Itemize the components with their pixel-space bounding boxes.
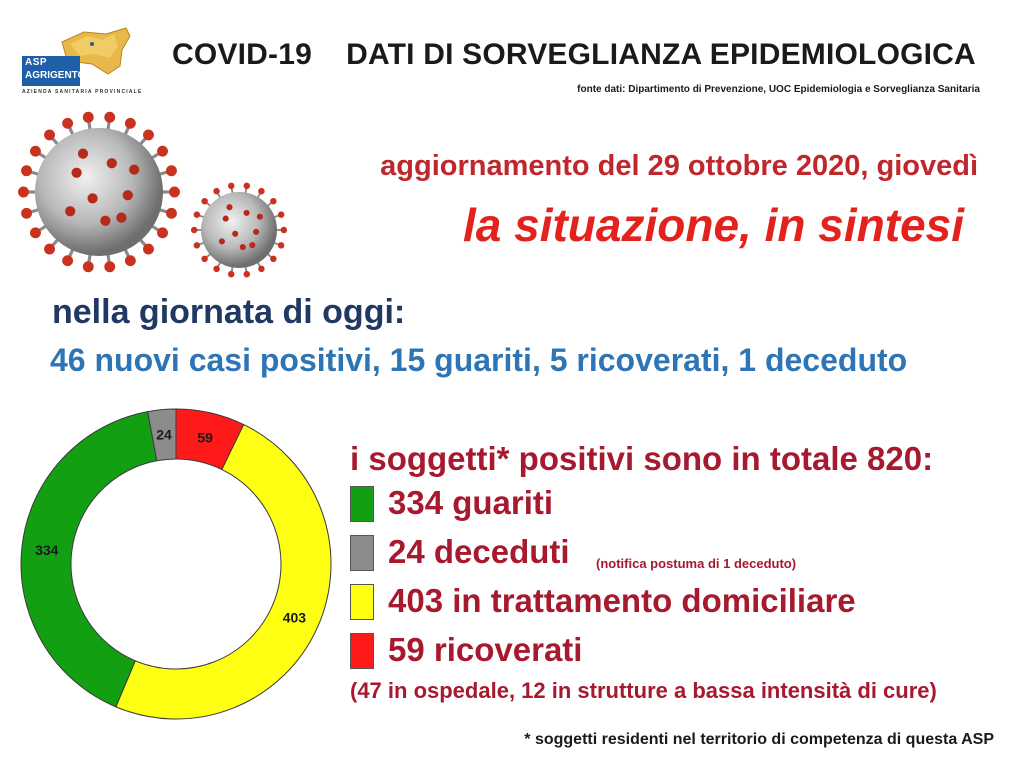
logo-text-asp: ASP: [25, 57, 48, 68]
donut-label-403: 403: [282, 609, 307, 626]
legend-label-domiciliare: 403 in trattamento domiciliare: [388, 582, 856, 619]
legend-swatch-ricoverati: [350, 633, 374, 669]
virus-image-small: [184, 180, 294, 280]
page-title: COVID-19 DATI DI SORVEGLIANZA EPIDEMIOLOGICA: [172, 38, 976, 71]
legend-swatch-deceduti: [350, 535, 374, 571]
headline: la situazione, in sintesi: [462, 199, 964, 251]
hospital-detail: (47 in ospedale, 12 in strutture a bassa intensità di cure): [350, 678, 937, 703]
donut-chart: [14, 402, 338, 726]
virus-image-large: [14, 108, 184, 276]
legend-note-deceduti: (notifica postuma di 1 deceduto): [596, 556, 797, 571]
legend-label-ricoverati: 59 ricoverati: [388, 631, 583, 668]
today-label: nella giornata di oggi:: [52, 293, 406, 331]
total-positive: i soggetti* positivi sono in totale 820:: [350, 440, 934, 477]
donut-slice-403: [116, 425, 331, 719]
legend-swatch-guariti: [350, 486, 374, 522]
update-date: aggiornamento del 29 ottobre 2020, giovedì: [380, 150, 978, 182]
legend-swatch-domiciliare: [350, 584, 374, 620]
footnote: * soggetti residenti nel territorio di competenza di questa ASP: [524, 731, 994, 748]
logo-subtitle: AZIENDA SANITARIA PROVINCIALE: [22, 89, 143, 95]
donut-label-334: 334: [35, 542, 59, 559]
legend-label-guariti: 334 guariti: [388, 484, 554, 521]
logo-text-agrigento: AGRIGENTO: [25, 70, 86, 81]
donut-label-59: 59: [197, 429, 213, 446]
legend-label-deceduti: 24 deceduti: [388, 533, 570, 570]
data-source: fonte dati: Dipartimento di Prevenzione, UOC Epidemiologia e Sorveglianza Sanitaria: [577, 84, 980, 95]
donut-label-24: 24: [156, 426, 172, 443]
today-values: 46 nuovi casi positivi, 15 guariti, 5 ricoverati, 1 deceduto: [50, 342, 908, 378]
